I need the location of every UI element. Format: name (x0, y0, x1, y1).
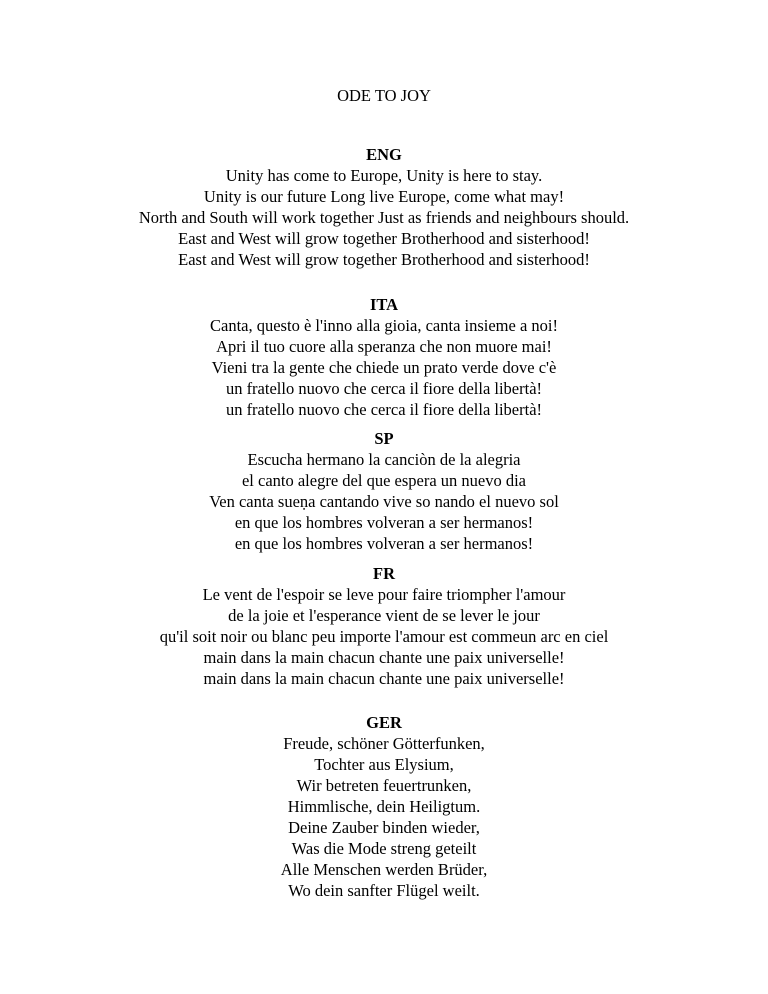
verse-line: Canta, questo è l'inno alla gioia, canta insieme a noi! (210, 316, 558, 335)
verse-line: Le vent de l'espoir se leve pour faire triompher l'amour (202, 585, 566, 604)
verse-line: Deine Zauber binden wieder, (288, 818, 480, 837)
verse-line: qu'il soit noir ou blanc peu importe l'amour est commeun arc en ciel (159, 627, 609, 646)
verse-line: un fratello nuovo che cerca il fiore della libertà! (225, 379, 543, 398)
section-fr (0, 563, 768, 689)
verse-line: Apri il tuo cuore alla speranza che non muore mai! (216, 337, 552, 356)
verse-line: el canto alegre del que espera un nuevo dia (241, 471, 527, 490)
document-title: ODE TO JOY (337, 86, 431, 105)
verse-line: North and South will work together Just as friends and neighbours should. (138, 208, 630, 227)
verse-line: Wir betreten feuertrunken, (296, 776, 472, 795)
section-ger (0, 712, 768, 901)
section-eng (0, 144, 768, 270)
verse-line: main dans la main chacun chante une paix universelle! (203, 669, 565, 688)
section-heading: GER (366, 713, 402, 732)
verse-line: Ven canta sueṇa cantando vive so nando el nuevo sol (209, 492, 559, 511)
verse-line: Unity is our future Long live Europe, come what may! (203, 187, 565, 206)
verse-line: Himmlische, dein Heiligtum. (287, 797, 481, 816)
verse-line: Tochter aus Elysium, (314, 755, 454, 774)
verse-line: un fratello nuovo che cerca il fiore della libertà! (225, 400, 543, 419)
section-ita (0, 294, 768, 420)
section-heading: SP (374, 429, 394, 448)
verse-line: Freude, schöner Götterfunken, (283, 734, 485, 753)
verse-line: main dans la main chacun chante une paix universelle! (203, 648, 565, 667)
verse-line: Was die Mode streng geteilt (291, 839, 477, 858)
verse-line: de la joie et l'esperance vient de se lever le jour (228, 606, 540, 625)
verse-line: Escucha hermano la canciòn de la alegria (247, 450, 521, 469)
verse-line: Vieni tra la gente che chiede un prato verde dove c'è (211, 358, 557, 377)
section-sp (0, 428, 768, 554)
verse-line: East and West will grow together Brotherhood and sisterhood! (178, 250, 590, 269)
verse-line: East and West will grow together Brotherhood and sisterhood! (178, 229, 590, 248)
verse-line: Unity has come to Europe, Unity is here to stay. (225, 166, 543, 185)
section-heading: ITA (369, 295, 399, 314)
section-heading: FR (373, 564, 395, 583)
verse-line: Wo dein sanfter Flügel weilt. (288, 881, 480, 900)
section-heading: ENG (366, 145, 402, 164)
verse-line: Alle Menschen werden Brüder, (280, 860, 488, 879)
verse-line: en que los hombres volveran a ser hermanos! (234, 534, 534, 553)
verse-line: en que los hombres volveran a ser hermanos! (234, 513, 534, 532)
